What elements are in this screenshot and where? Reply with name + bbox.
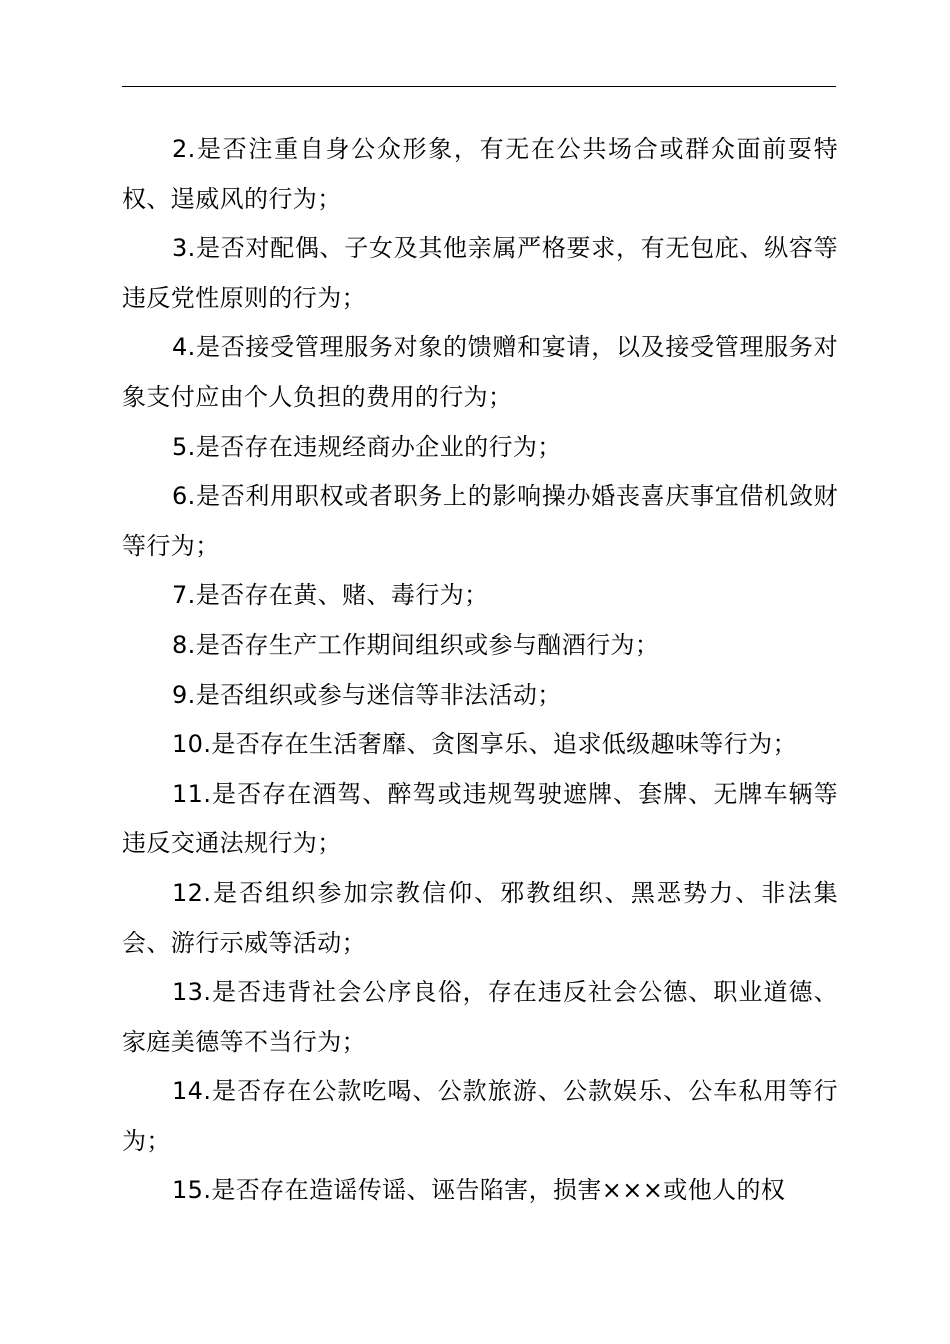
list-item: 9.是否组织或参与迷信等非法活动； (172, 680, 562, 709)
list-item: 10.是否存在生活奢靡、贪图享乐、追求低级趣味等行为； (172, 730, 797, 759)
list-item: 8.是否存生产工作期间组织或参与酗酒行为； (172, 630, 660, 659)
list-item: 11.是否存在酒驾、醉驾或违规驾驶遮牌、套牌、无牌车辆等违反交通法规行为； (122, 779, 838, 858)
header-rule (122, 86, 836, 87)
list-item: 15.是否存在造谣传谣、诬告陷害，损害×××或他人的权 (172, 1176, 786, 1205)
list-item: 5.是否存在违规经商办企业的行为； (172, 432, 562, 461)
list-item: 2.是否注重自身公众形象，有无在公共场合或群众面前耍特权、逞威风的行为； (122, 135, 838, 213)
list-item: 13.是否违背社会公序良俗，存在违反社会公德、职业道德、家庭美德等不当行为； (122, 978, 838, 1056)
list-item: 6.是否利用职权或者职务上的影响操办婚丧喜庆事宜借机敛财等行为； (122, 482, 838, 560)
list-item: 12.是否组织参加宗教信仰、邪教组织、黑恶势力、非法集会、游行示威等活动； (122, 878, 838, 957)
list-item: 7.是否存在黄、赌、毒行为； (172, 581, 489, 610)
list-item: 14.是否存在公款吃喝、公款旅游、公款娱乐、公车私用等行为； (122, 1077, 838, 1155)
document-body (122, 125, 838, 1216)
list-item: 3.是否对配偶、子女及其他亲属严格要求，有无包庇、纵容等违反党性原则的行为； (122, 234, 838, 312)
list-item: 4.是否接受管理服务对象的馈赠和宴请，以及接受管理服务对象支付应由个人负担的费用的行为； (122, 333, 838, 411)
